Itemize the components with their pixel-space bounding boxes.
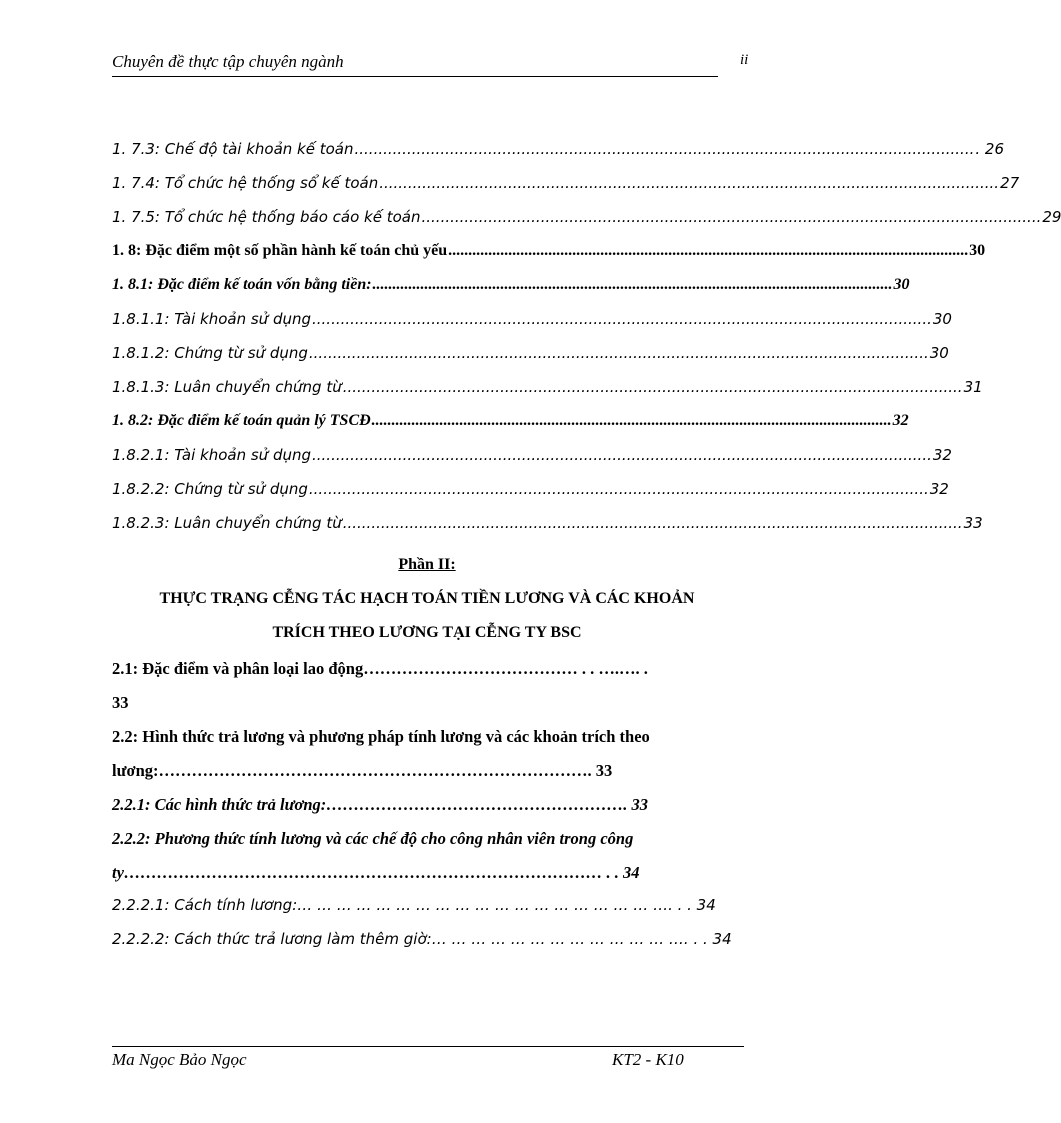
dot-leader: .................................................................................................................................. xyxy=(342,514,963,532)
toc-entry xyxy=(112,344,949,370)
toc-entry-page: 30 xyxy=(969,242,986,259)
toc-entry-label: 1. 7.3: Chế độ tài khoản kế toán xyxy=(112,140,354,158)
toc-entry-page: 32 xyxy=(892,412,909,429)
dot-leader: .................................................................................................................................. xyxy=(421,208,1042,226)
toc-entry xyxy=(112,446,952,472)
dot-leader: .................................................................................................................................. xyxy=(448,242,969,259)
toc-entry xyxy=(112,412,909,438)
section-2-2-2-1-text: 2.2.2.1: Cách tính lương:… … … … … … … … … … … … … … … … … … …. . . 34 xyxy=(112,896,716,914)
section-2-2-2-line-2: ty…………………………………………………………………………… . . 34 xyxy=(112,863,640,882)
toc-entry xyxy=(112,310,952,336)
part-heading-line-2: TRÍCH THEO LƯƠNG TẠI CỄNG TY BSC xyxy=(272,624,582,641)
toc-entry xyxy=(112,378,983,404)
toc-entry-label: 1. 8.2: Đặc điểm kế toán quản lý TSCĐ xyxy=(112,412,371,429)
dot-leader: .................................................................................................................................. xyxy=(312,310,932,328)
toc-entry-page: 32 xyxy=(929,480,949,498)
toc-entry-label: 1.8.2.3: Luân chuyển chứng từ xyxy=(112,514,342,532)
section-2-2-line-2: lương:……………………………………………………………………. 33 xyxy=(112,761,613,780)
toc-entry-page: 27 xyxy=(1000,174,1020,192)
footer-author: Ma Ngọc Bảo Ngọc xyxy=(112,1050,247,1069)
toc-entry-label: 1. 8: Đặc điểm một số phần hành kế toán chủ yếu xyxy=(112,242,448,259)
toc-entry-label: 1.8.2.2: Chứng từ sử dụng xyxy=(112,480,308,498)
toc-entry-page: 30 xyxy=(893,276,910,293)
dot-leader: .................................................................................................................................. xyxy=(354,140,975,158)
toc-entry-page: 33 xyxy=(963,514,983,532)
dot-leader: .................................................................................................................................. xyxy=(379,174,1000,192)
toc-entry-label: 1.8.1.3: Luân chuyển chứng từ xyxy=(112,378,342,396)
section-2-1 xyxy=(112,652,740,720)
part-heading-line-1: THỰC TRẠNG CỄNG TÁC HẠCH TOÁN TIỀN LƯƠNG VÀ CÁC KHOẢN xyxy=(159,590,695,607)
toc-entry xyxy=(112,276,910,302)
dot-leader: .................................................................................................................................. xyxy=(371,412,892,429)
toc-entry xyxy=(112,208,1061,234)
section-2-2 xyxy=(112,720,740,788)
toc-entry xyxy=(112,514,983,540)
header-page-numeral: ii xyxy=(740,52,749,68)
header-title: Chuyên đề thực tập chuyên ngành xyxy=(112,52,344,71)
section-2-1-text: 2.1: Đặc điểm và phân loại lao động………………………………… . . ….…. . xyxy=(112,659,648,678)
section-2-2-1-text: 2.2.1: Các hình thức trả lương:………………………………………………. 33 xyxy=(112,795,649,814)
section-2-2-2-1 xyxy=(112,896,742,922)
dot-leader: .................................................................................................................................. xyxy=(342,378,963,396)
toc-entry xyxy=(112,140,1004,166)
section-2-2-2 xyxy=(112,822,740,890)
section-2-2-2-2-text: 2.2.2.2: Cách thức trả lương làm thêm giờ:… … … … … … … … … … … … …. . . 34 xyxy=(112,930,732,948)
dot-leader: .................................................................................................................................. xyxy=(308,480,929,498)
toc-entry xyxy=(112,174,1020,200)
toc-entry-label: 1. 7.5: Tổ chức hệ thống báo cáo kế toán xyxy=(112,208,421,226)
footer-rule xyxy=(112,1046,744,1049)
toc-entry-label: 1.8.1.2: Chứng từ sử dụng xyxy=(112,344,308,362)
toc-entry xyxy=(112,480,949,506)
section-2-2-1 xyxy=(112,788,740,822)
toc-entry-label: 1. 7.4: Tổ chức hệ thống sổ kế toán xyxy=(112,174,379,192)
section-2-2-line-1: 2.2: Hình thức trả lương và phương pháp tính lương và các khoản trích theo xyxy=(112,727,650,746)
section-2-2-2-line-1: 2.2.2: Phương thức tính lương và các chế độ cho công nhân viên trong công xyxy=(112,829,634,848)
dot-leader: .................................................................................................................................. xyxy=(312,446,932,464)
page-header xyxy=(112,50,718,77)
toc-entry-label: 1.8.1.1: Tài khoản sử dụng xyxy=(112,310,311,328)
toc-entry-page: 30 xyxy=(929,344,949,362)
section-2-1-page: 33 xyxy=(112,693,129,712)
footer-class-code: KT2 - K10 xyxy=(612,1050,684,1069)
dot-leader: .................................................................................................................................. xyxy=(308,344,929,362)
toc-entry-label: 1.8.2.1: Tài khoản sử dụng xyxy=(112,446,311,464)
section-2-2-2-2 xyxy=(112,930,742,956)
toc-entry-page: 32 xyxy=(932,446,952,464)
part-title: Phần II: xyxy=(398,556,456,573)
toc-entry-label: 1. 8.1: Đặc điểm kế toán vốn bằng tiền: xyxy=(112,276,372,293)
toc-entry-page: 30 xyxy=(932,310,952,328)
toc-entry xyxy=(112,242,986,268)
toc-entry-page: . 26 xyxy=(975,140,1004,158)
toc-entry-page: 29 xyxy=(1042,208,1061,226)
toc-entry-page: 31 xyxy=(963,378,983,396)
dot-leader: .................................................................................................................................. xyxy=(372,276,893,293)
